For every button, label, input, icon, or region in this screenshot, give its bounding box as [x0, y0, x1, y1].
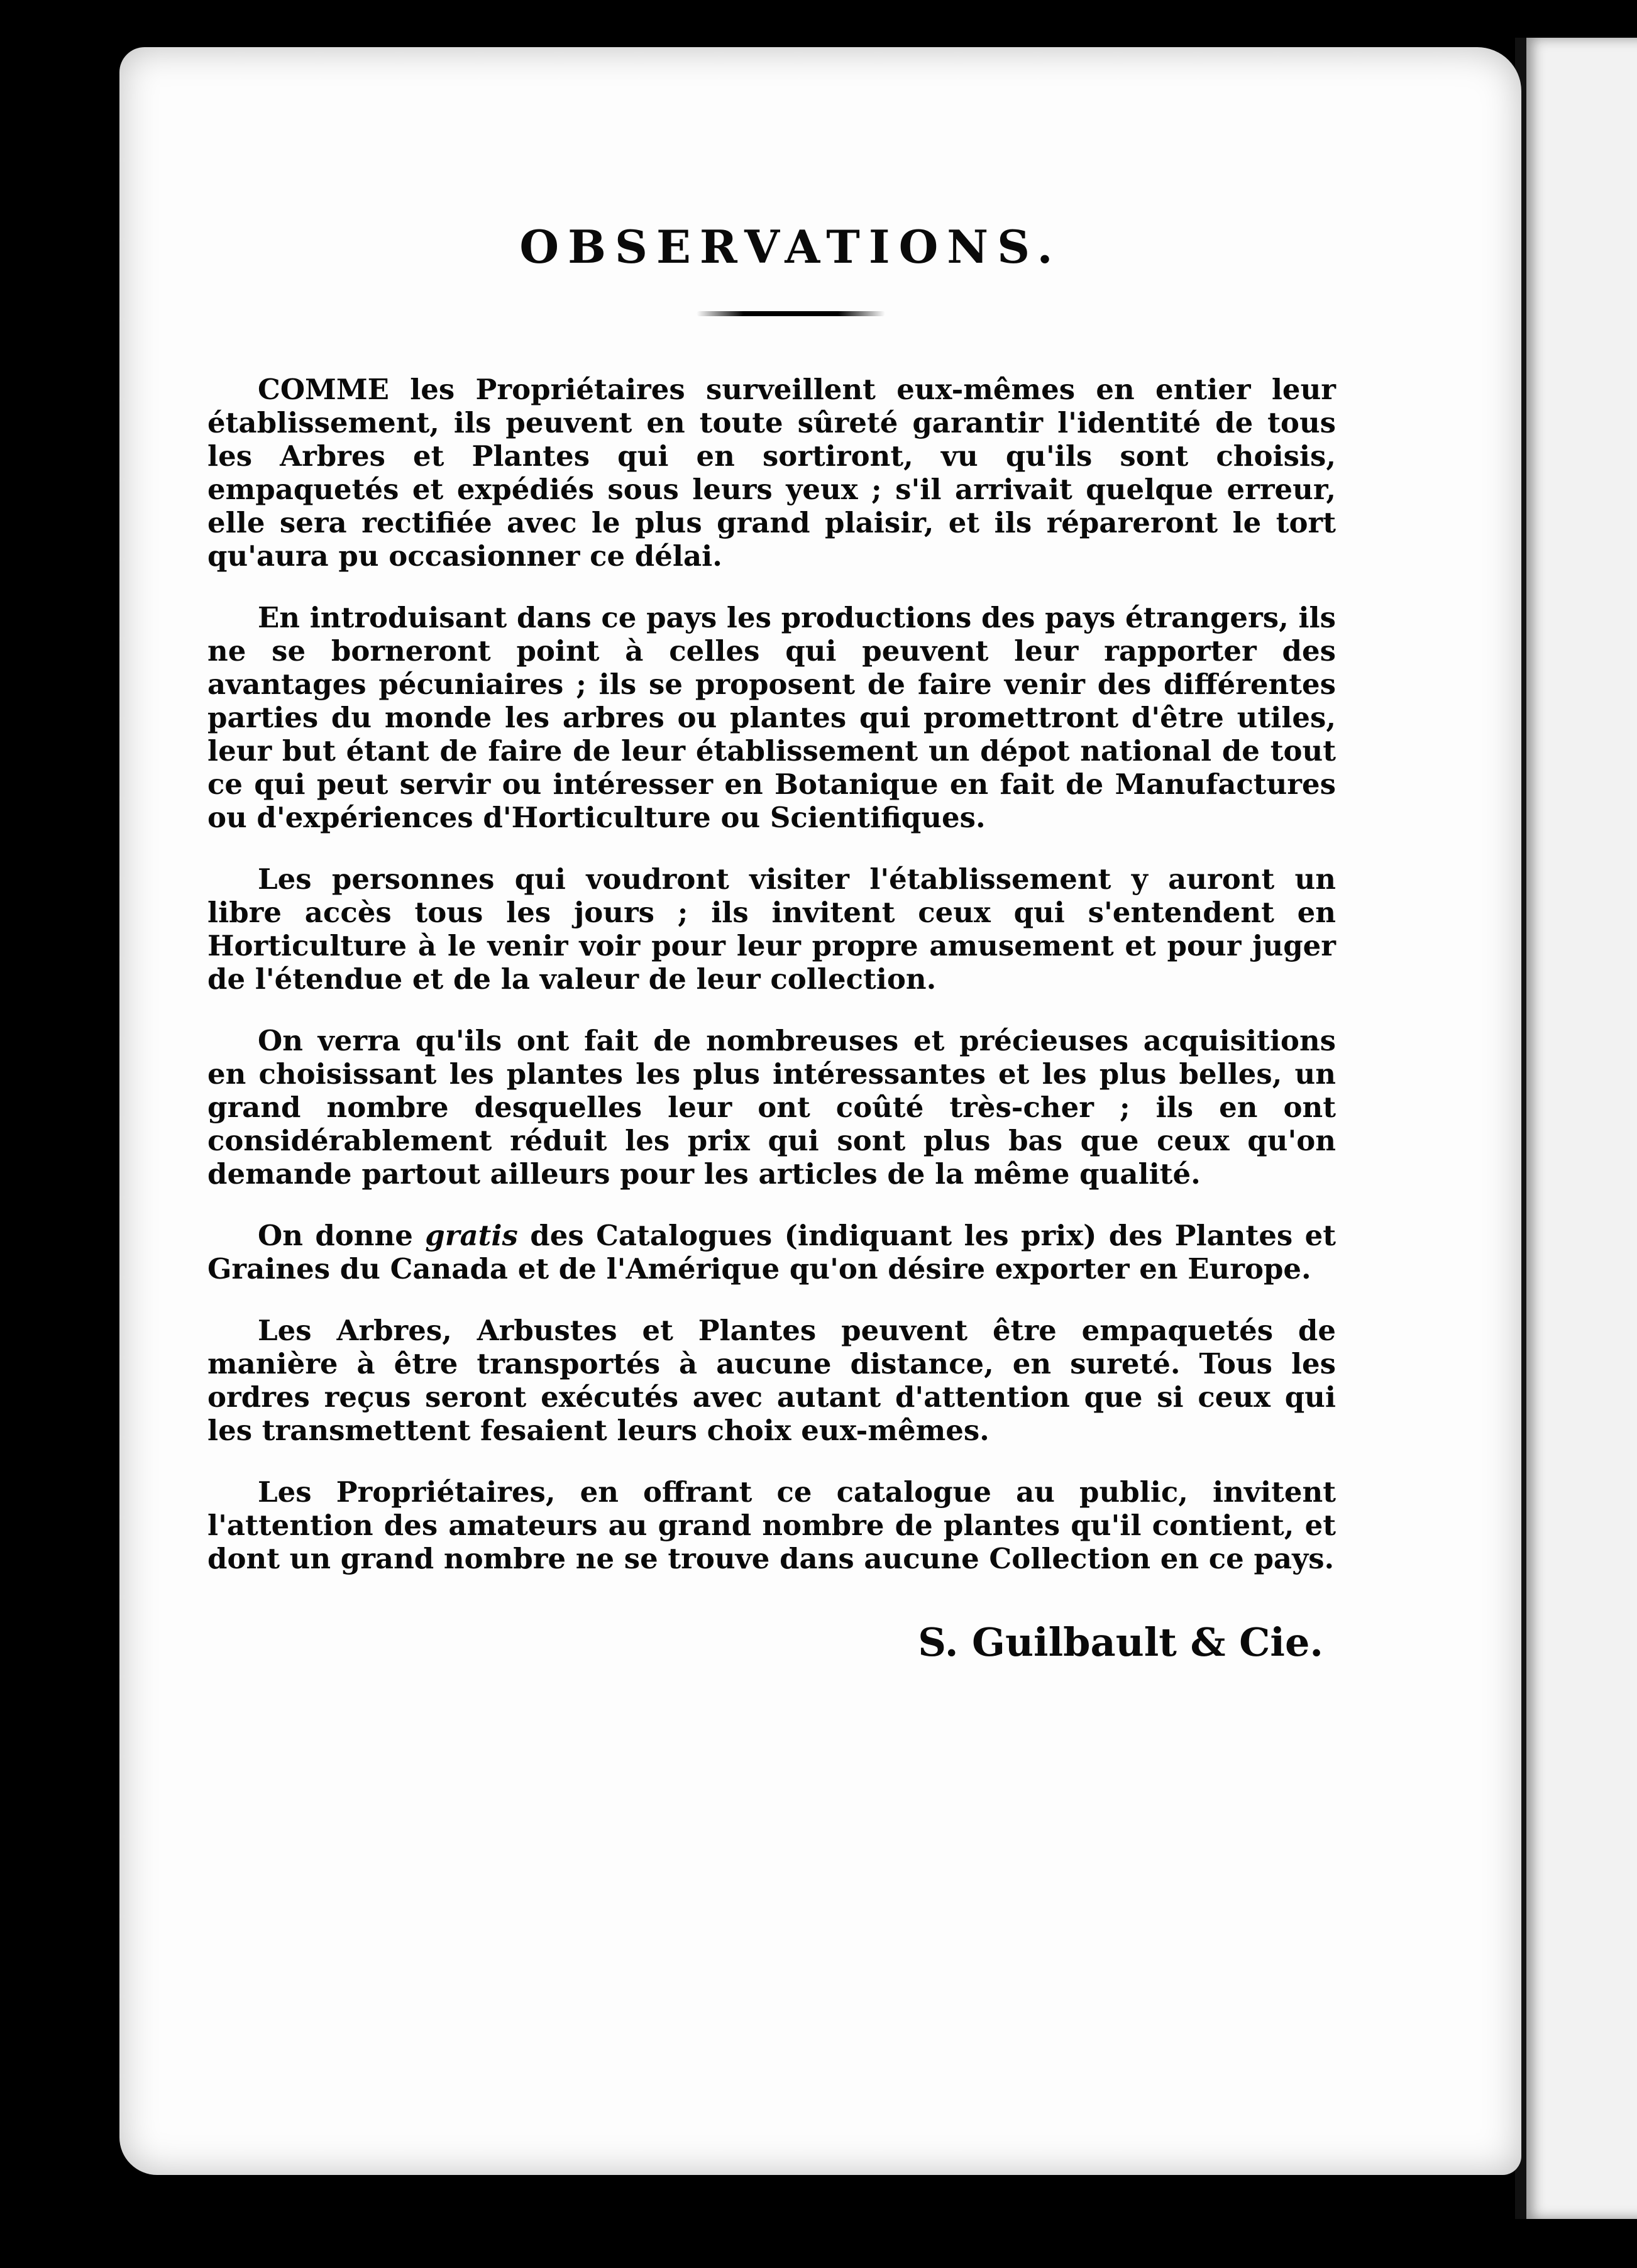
paragraph-3: Les personnes qui voudront visiter l'établissement y auront un libre accès tous les jours ; ils invitent ceux qui s'entendent en Horticulture à le venir voir pour leur propre amusement et pour juger de l'étendue et de la valeur de leur collection. — [207, 862, 1336, 996]
edge-mark-1 — [1602, 1446, 1627, 1463]
paragraph-2: En introduisant dans ce pays les productions des pays étrangers, ils ne se borneront point à celles qui peuvent leur rapporter des avantages pécuniaires ; ils se proposent de faire venir des différentes parties du monde les arbres ou plantes qui promettront d'être utiles, leur but étant de faire de leur établissement un dépot national de tout ce qui peut servir ou intéresser en Botanique en fait de Manufactures ou d'expériences d'Horticulture ou Scientifiques. — [207, 601, 1336, 834]
paragraph-6: Les Arbres, Arbustes et Plantes peuvent être empaquetés de manière à être transportés à aucune distance, en sureté. Tous les ordres reçus seront exécutés avec autant d'attention que si ceux qui les transmettent fesaient leurs choix eux-mêmes. — [207, 1314, 1336, 1447]
page-title: OBSERVATIONS. — [519, 220, 1062, 273]
title-ornamental-rule — [697, 311, 885, 316]
paragraph-1: COMME les Propriétaires surveillent eux-mêmes en entier leur établissement, ils peuvent en toute sûreté garantir l'identité de tous les Arbres et Plantes qui en sortiront, vu qu'ils sont choisis, empaquetés et expédiés sous leurs yeux ; s'il arrivait quelque erreur, elle sera rectifiée avec le plus grand plaisir, et ils répareront le tort qu'aura pu occasionner ce délai. — [207, 373, 1336, 573]
paragraph-5-gratis — [207, 1219, 1336, 1285]
gratis-after: des Catalogues (indiquant les prix) des Plantes et Graines du Canada et de l'Amérique qu'on désire exporter en Europe. — [207, 1219, 1337, 1285]
paragraph-7: Les Propriétaires, en offrant ce catalogue au public, invitent l'attention des amateurs au grand nombre de plantes qu'il contient, et dont un grand nombre ne se trouve dans aucune Collection en ce pays. — [207, 1475, 1336, 1575]
adjacent-page-edge — [1515, 38, 1637, 2219]
gratis-before: On donne — [258, 1219, 426, 1252]
page-content — [207, 220, 1336, 1665]
paragraph-4: On verra qu'ils ont fait de nombreuses et précieuses acquisitions en choisissant les plantes les plus intéressantes et les plus belles, un grand nombre desquelles leur ont coûté très-cher ; ils en ont considérablement réduit les prix qui sont plus bas que ceux qu'on demande partout ailleurs pour les articles de la même qualité. — [207, 1024, 1336, 1191]
gratis-italic: gratis — [425, 1219, 518, 1252]
signature: S. Guilbault & Cie. — [918, 1619, 1323, 1665]
